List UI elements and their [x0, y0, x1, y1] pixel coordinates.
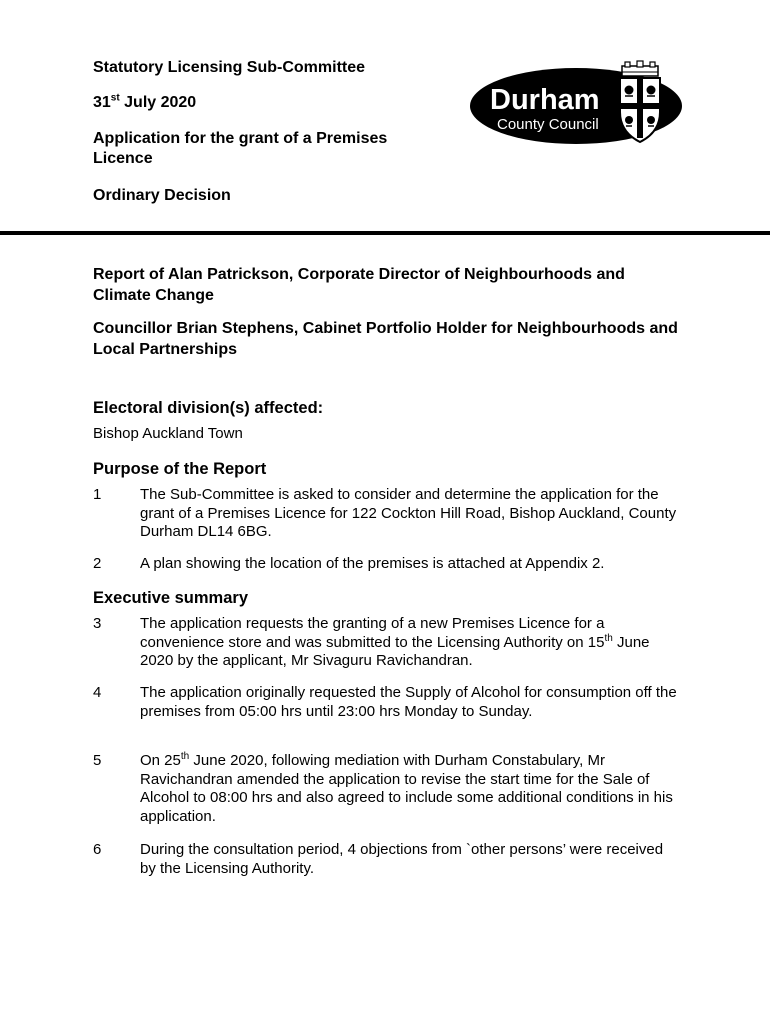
paragraph-4 — [93, 684, 693, 721]
logo-name: Durham — [490, 84, 600, 116]
paragraph-number: 5 — [93, 752, 102, 769]
date-rest: July 2020 — [119, 94, 197, 111]
text-part: June 2020, following mediation with Durham Constabulary, Mr Ravichandran amended the application to revise the start time for the Sale of Alcohol to 08:00 hrs and also agreed to include some additional conditions in his application. — [140, 752, 673, 825]
superscript: th — [604, 632, 613, 644]
shield-icon — [620, 78, 660, 142]
paragraph-5 — [93, 752, 693, 826]
paragraph-3 — [93, 615, 693, 671]
report-author: Report of Alan Patrickson, Corporate Director of Neighbourhoods and Climate Change — [93, 266, 625, 304]
paragraph-number: 3 — [93, 615, 102, 632]
paragraph-text — [140, 752, 680, 826]
paragraph-number: 6 — [93, 841, 102, 858]
text-part: The application requests the granting of a new Premises Licence for a convenience store and was submitted to the Licensing Authority on 15 — [140, 615, 605, 651]
paragraph-6 — [93, 841, 693, 878]
paragraph-number: 2 — [93, 555, 102, 572]
application-title: Application for the grant of a Premises Licence — [93, 130, 388, 167]
paragraph-number: 1 — [93, 486, 102, 503]
committee-name: Statutory Licensing Sub-Committee — [93, 59, 366, 76]
electoral-division-value: Bishop Auckland Town — [93, 425, 243, 442]
paragraph-text — [140, 615, 680, 671]
electoral-division-heading: Electoral division(s) affected: — [93, 399, 324, 417]
durham-county-council-logo — [470, 60, 684, 148]
crown-icon — [622, 61, 658, 76]
paragraph-text: A plan showing the location of the premises is attached at Appendix 2. — [140, 555, 605, 572]
purpose-heading: Purpose of the Report — [93, 460, 267, 478]
paragraph-1 — [93, 486, 693, 542]
portfolio-holder: Councillor Brian Stephens, Cabinet Portfolio Holder for Neighbourhoods and Local Partnerships — [93, 320, 678, 358]
decision-type: Ordinary Decision — [93, 187, 231, 204]
header-divider — [0, 231, 770, 235]
superscript: th — [180, 751, 190, 762]
paragraph-text: The application originally requested the Supply of Alcohol for consumption off the premises from 05:00 hrs until 23:00 hrs Monday to Sunday. — [140, 684, 677, 720]
executive-summary-heading: Executive summary — [93, 589, 249, 607]
logo-subtitle: County Council — [497, 116, 599, 133]
date-day: 31 — [93, 94, 111, 111]
date-suffix: st — [110, 92, 120, 104]
paragraph-number: 4 — [93, 684, 102, 701]
paragraph-text: The Sub-Committee is asked to consider and determine the application for the grant of a Premises Licence for 122 Cockton Hill Road, Bishop Auckland, County Durham DL14 6BG. — [140, 486, 677, 540]
text-part: On 25 — [140, 752, 181, 769]
meeting-date — [93, 93, 196, 113]
paragraph-text: During the consultation period, 4 objections from `other persons’ were received by the Licensing Authority. — [140, 841, 664, 877]
paragraph-2 — [93, 555, 693, 574]
text-part: June 2020 by the applicant, Mr Sivaguru Ravichandran. — [140, 633, 650, 669]
